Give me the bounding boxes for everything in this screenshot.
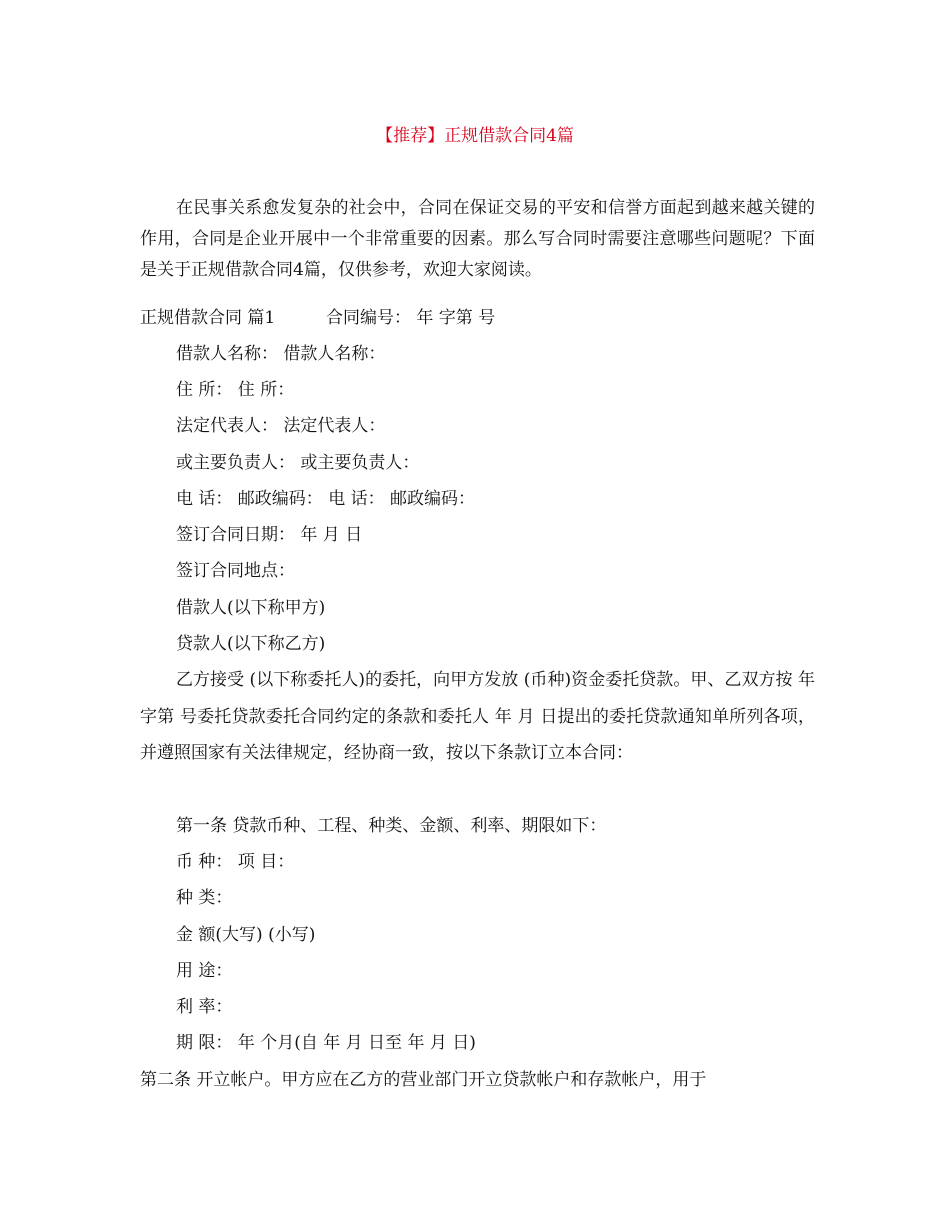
party-a-label: 借款人(以下称甲方) [176, 598, 326, 618]
field-purpose: 用 途： [176, 961, 233, 981]
field-type: 种 类： [176, 888, 233, 908]
field-sign-date: 签订合同日期： 年 月 日 [176, 525, 363, 545]
document-title: 【推荐】正规借款合同4篇 [376, 126, 574, 146]
field-amount: 金 额(大写) (小写) [176, 925, 316, 945]
party-b-label: 贷款人(以下称乙方) [176, 634, 326, 654]
entrustment-paragraph: 乙方接受 (以下称委托人)的委托，向甲方发放 (币种)资金委托贷款。甲、乙双方按 年 字第 号委托贷款委托合同约定的条款和委托人 年 月 日提出的委托贷款通知单所列各项，并遵照国家有关法律规定，经协商一致，按以下条款订立本合同： [140, 670, 815, 763]
field-address: 住 所： 住 所： [176, 380, 295, 400]
field-sign-place: 签订合同地点： [176, 561, 295, 581]
contract-number: 合同编号： 年 字第 号 [326, 308, 496, 328]
field-interest-rate: 利 率： [176, 997, 233, 1017]
article-2-text: 第二条 开立帐户。甲方应在乙方的营业部门开立贷款帐户和存款帐户，用于 [140, 1070, 707, 1090]
field-phone-postcode: 电 话： 邮政编码： 电 话： 邮政编码： [176, 489, 476, 509]
field-legal-rep: 法定代表人： 法定代表人： [176, 416, 386, 436]
article-1-heading: 第一条 贷款币种、工程、种类、金额、利率、期限如下： [176, 816, 607, 836]
intro-paragraph: 在民事关系愈发复杂的社会中，合同在保证交易的平安和信誉方面起到越来越关键的作用，合同是企业开展中一个非常重要的因素。那么写合同时需要注意哪些问题呢？下面是关于正规借款合同4篇，仅供参考，欢迎大家阅读。 [140, 198, 815, 280]
field-currency-project: 币 种： 项 目： [176, 852, 295, 872]
section-heading: 正规借款合同 篇1 [140, 308, 276, 328]
field-principal: 或主要负责人： 或主要负责人： [176, 453, 420, 473]
field-borrower-name: 借款人名称： 借款人名称： [176, 344, 386, 364]
field-term: 期 限： 年 个月(自 年 月 日至 年 月 日) [176, 1033, 476, 1053]
